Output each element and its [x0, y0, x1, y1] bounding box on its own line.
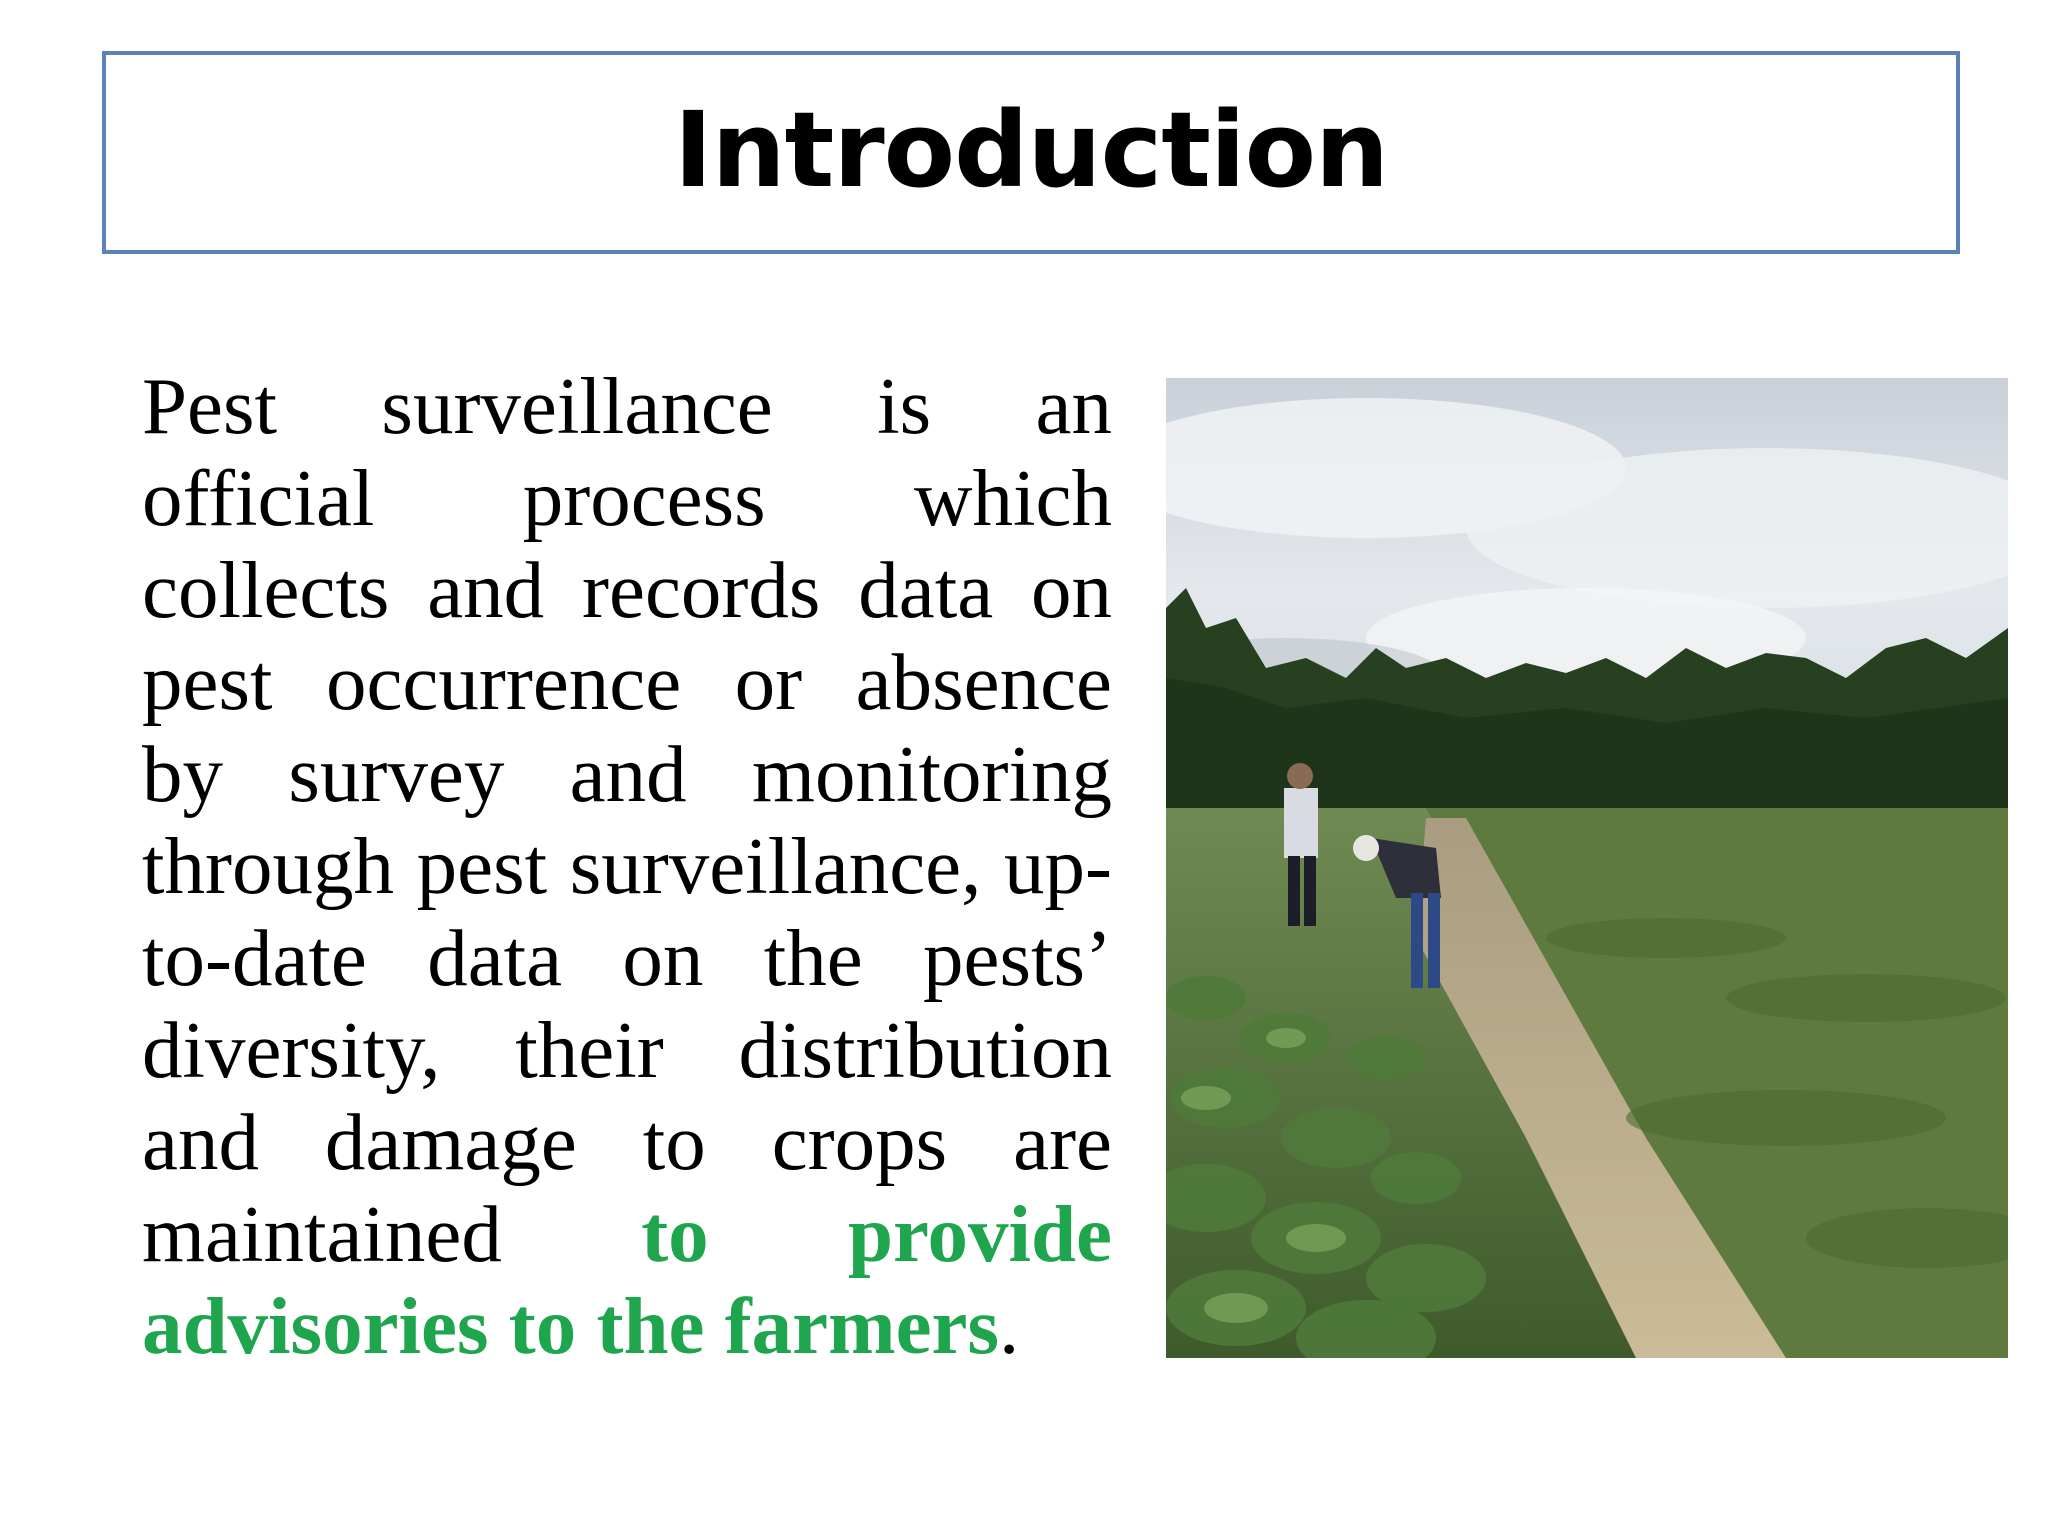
- body-paragraph: [142, 360, 1112, 1372]
- body-text-highlight: to provide advisories to the farmers: [142, 1189, 1113, 1371]
- body-text-end: .: [999, 1281, 1020, 1371]
- slide-title: Introduction: [673, 88, 1389, 211]
- title-box: [102, 51, 1960, 254]
- body-text-main: Pest surveillance is an official process which collects and records data on pest occurrence or absence by survey and monitoring through pest surveillance, up-to-date data on the pests’ diversity, their distribution and damage to crops are maintained: [142, 361, 1112, 1279]
- field-photo-illustration: [1166, 378, 2008, 1358]
- field-photo: [1166, 378, 2008, 1358]
